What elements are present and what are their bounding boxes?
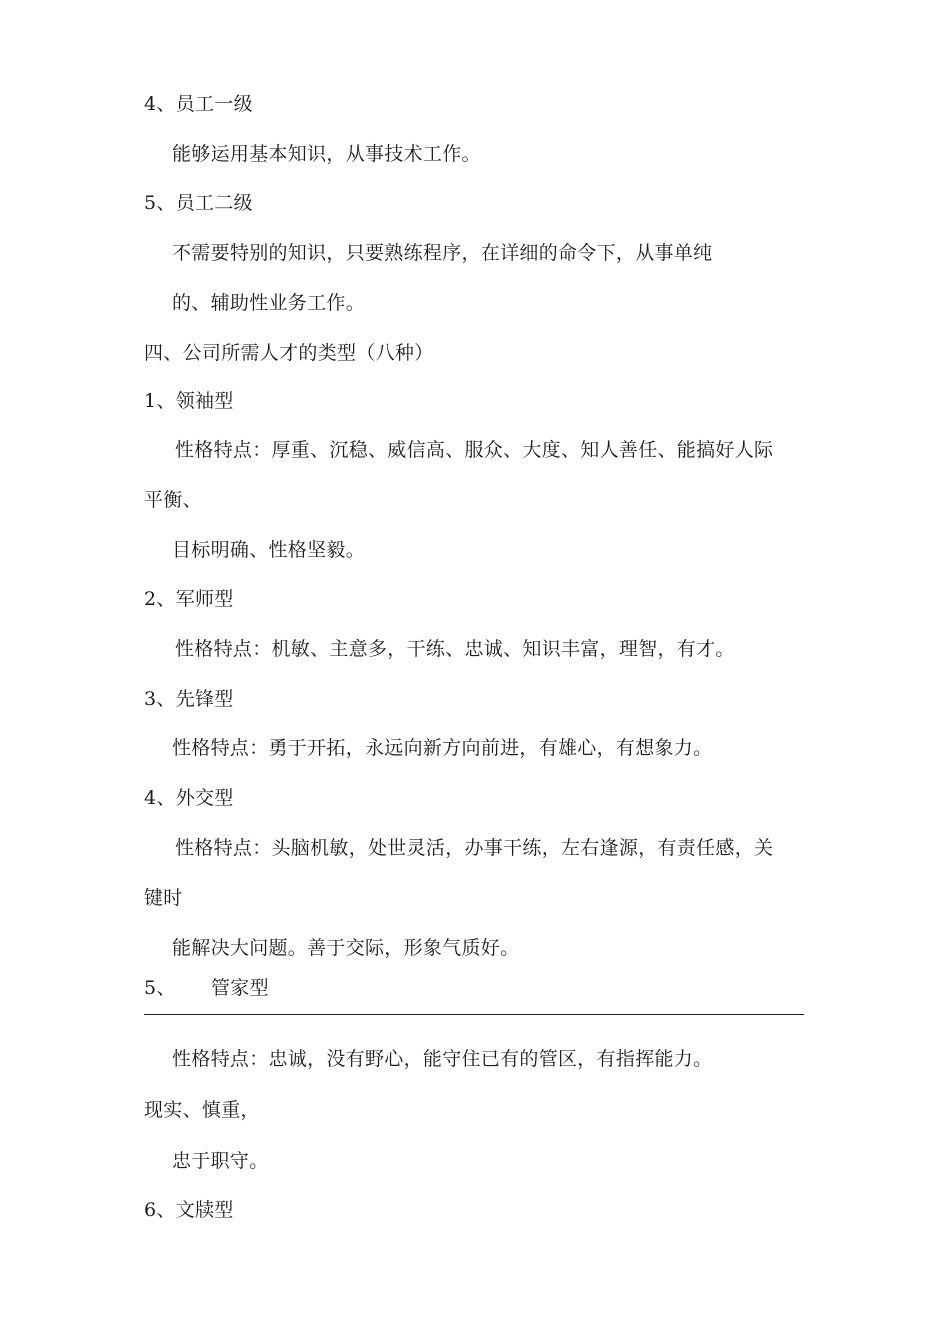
paragraph-text: 忠于职守。 — [172, 1150, 269, 1172]
paragraph-text: 键时 — [144, 887, 183, 909]
paragraph-text: 现实、慎重， — [144, 1099, 260, 1121]
paragraph-text: 性格特点：机敏、主意多，干练、忠诚、知识丰富，理智，有才。 — [175, 638, 735, 660]
heading-type-clerk: 6、文牍型 — [144, 1199, 234, 1221]
paragraph-text: 能够运用基本知识，从事技术工作。 — [172, 143, 481, 165]
heading-type-leader: 1、领袖型 — [144, 390, 234, 412]
heading-type-advisor: 2、军师型 — [144, 588, 234, 610]
paragraph-text: 性格特点：勇于开拓，永远向新方向前进，有雄心，有想象力。 — [172, 737, 713, 759]
paragraph-text: 能解决大问题。善于交际，形象气质好。 — [172, 937, 520, 959]
paragraph-text: 的、辅助性业务工作。 — [172, 292, 366, 314]
paragraph-text: 性格特点：头脑机敏，处世灵活，办事干练，左右逢源，有责任感，关 — [175, 837, 774, 859]
heading-type-pioneer: 3、先锋型 — [144, 688, 234, 710]
heading-number-5: 5、 — [144, 977, 176, 999]
paragraph-text: 平衡、 — [144, 489, 202, 511]
section-heading: 四、公司所需人才的类型（八种） — [144, 342, 434, 364]
heading-type-diplomat: 4、外交型 — [144, 787, 234, 809]
paragraph-text: 性格特点：忠诚，没有野心，能守住已有的管区，有指挥能力。 — [172, 1048, 713, 1070]
paragraph-text: 性格特点：厚重、沉稳、威信高、服众、大度、知人善任、能搞好人际 — [175, 439, 774, 461]
horizontal-divider — [144, 1014, 804, 1015]
heading-employee-level-2: 5、员工二级 — [144, 192, 253, 214]
heading-employee-level-1: 4、员工一级 — [144, 93, 253, 115]
heading-type-steward: 管家型 — [211, 977, 269, 999]
paragraph-text: 不需要特别的知识，只要熟练程序，在详细的命令下，从事单纯 — [172, 242, 713, 264]
paragraph-text: 目标明确、性格坚毅。 — [172, 539, 366, 561]
